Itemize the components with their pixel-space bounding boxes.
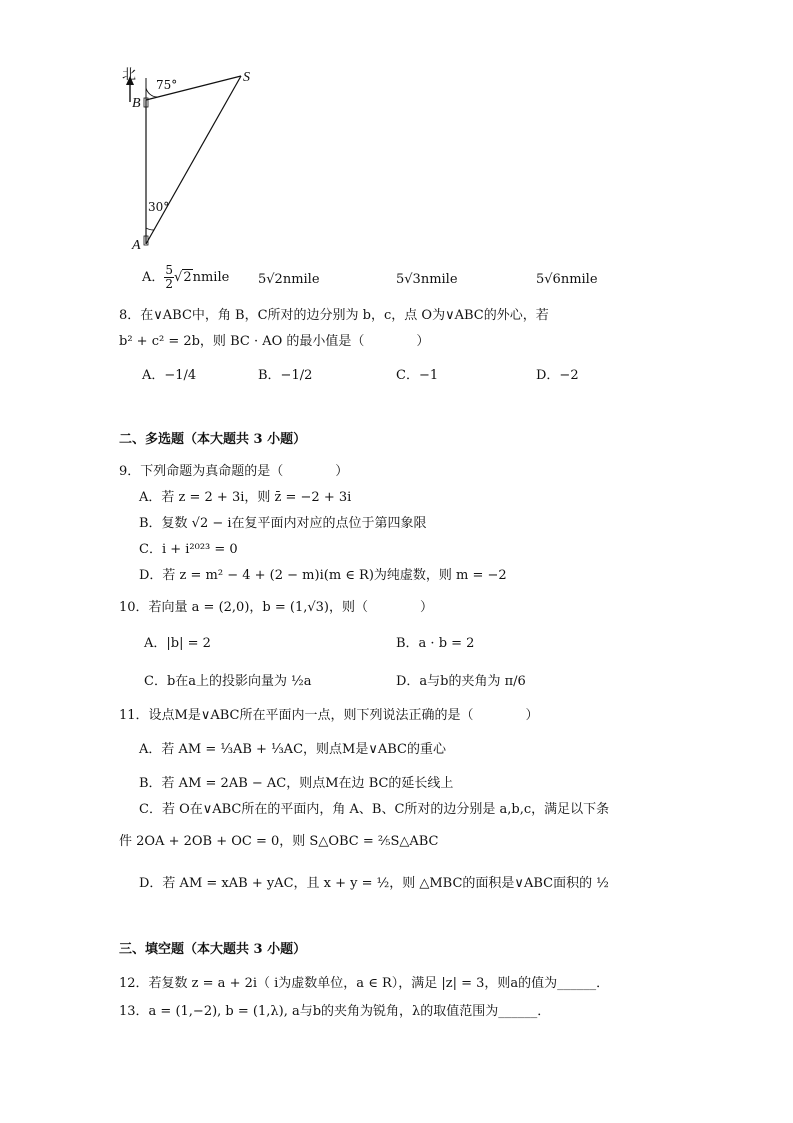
q10-stem: 10．若向量 a = (2,0)，b = (1,√3)，则（ ）	[119, 600, 433, 615]
q9-stem: 9．下列命题为真命题的是（ ）	[119, 464, 349, 479]
point-A: A	[132, 238, 141, 253]
section-multiple-choice-title: 二、多选题（本大题共 3 小题）	[119, 432, 307, 447]
q8-option-a[interactable]: A．−1/4	[142, 368, 197, 383]
q11-option-a[interactable]: A．若 AM = ⅓AB + ⅓AC，则点M是∨ABC的重心	[139, 742, 446, 757]
q13-text: 13．a = (1,−2), b = (1,λ), a与b的夹角为锐角，λ的取值范围为______．	[119, 1004, 551, 1019]
q11-stem: 11．设点M是∨ABC所在平面内一点，则下列说法正确的是（ ）	[119, 708, 539, 723]
q9-option-a[interactable]: A．若 z = 2 + 3i，则 z̄ = −2 + 3i	[139, 490, 352, 505]
q11-option-c-line1[interactable]: C．若 O在∨ABC所在的平面内，角 A、B、C所对的边分别是 a,b,c，满足以下条	[139, 802, 610, 817]
point-S: S	[243, 70, 250, 85]
geometry-figure	[110, 60, 280, 260]
q7-option-a-label: A．	[142, 270, 165, 285]
north-label: 北	[122, 67, 136, 83]
q7-option-a[interactable]: A． $\frac{5}{2}$ √2nmile	[142, 263, 230, 291]
q11-option-c-line2: 件 2OA + 2OB + OC = 0，则 S△OBC = ⅖S△ABC	[119, 834, 439, 849]
angle-30: 30°	[148, 200, 170, 214]
q10-option-a[interactable]: A．|b| = 2	[144, 636, 211, 651]
q12-text: 12．若复数 z = a + 2i（ i为虚数单位，a ∈ R），满足 |z| = 3，则a的值为______．	[119, 976, 610, 991]
q10-option-b[interactable]: B．a · b = 2	[396, 636, 475, 651]
q10-option-c[interactable]: C．b在a上的投影向量为 ½a	[144, 674, 312, 689]
q8-option-d[interactable]: D．−2	[536, 368, 579, 383]
q7-option-d[interactable]: 5√6nmile	[536, 272, 598, 287]
q11-option-b[interactable]: B．若 AM = 2AB − AC，则点M在边 BC的延长线上	[139, 776, 454, 791]
q8-option-c[interactable]: C．−1	[396, 368, 439, 383]
q7-option-b[interactable]: 5√2nmile	[258, 272, 320, 287]
section-fill-blank-title: 三、填空题（本大题共 3 小题）	[119, 942, 307, 957]
q8-line2: b² + c² = 2b，则 BC · AO 的最小值是（ ）	[119, 334, 430, 349]
q8-line1: 8．在∨ABC中，角 B，C所对的边分别为 b，c，点 O为∨ABC的外心，若	[119, 308, 549, 323]
q7-option-c[interactable]: 5√3nmile	[396, 272, 458, 287]
q7-option-a-unit: nmile	[192, 270, 230, 285]
angle-arc-A	[146, 228, 154, 230]
q11-option-d[interactable]: D．若 AM = xAB + yAC，且 x + y = ½，则 △MBC的面积是∨ABC面积的 ½	[139, 876, 609, 891]
q8-option-b[interactable]: B．−1/2	[258, 368, 313, 383]
point-B: B	[132, 96, 141, 111]
angle-75: 75°	[156, 78, 178, 92]
q9-option-d[interactable]: D．若 z = m² − 4 + (2 − m)i(m ∈ R)为纯虚数，则 m = −2	[139, 568, 507, 583]
segment-AS	[146, 76, 241, 244]
q10-option-d[interactable]: D．a与b的夹角为 π/6	[396, 674, 526, 689]
q9-option-c[interactable]: C．i + i²⁰²³ = 0	[139, 542, 238, 557]
q9-option-b[interactable]: B．复数 √2 − i在复平面内对应的点位于第四象限	[139, 516, 427, 531]
